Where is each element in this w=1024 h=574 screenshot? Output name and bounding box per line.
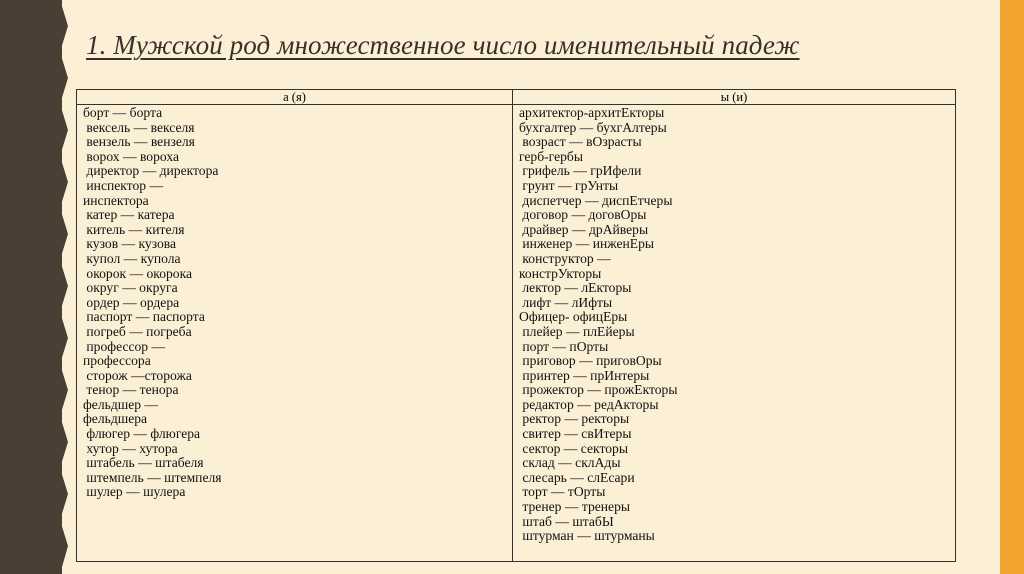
word-pair: грунт — грУнты [519, 177, 619, 193]
word-pair: шулер — шулера [83, 484, 186, 500]
word-pair: окорок — окорока [83, 265, 193, 281]
word-pair: ворох — вороха [83, 148, 179, 164]
column-a-cell [77, 105, 513, 562]
word-pair: грифель — грИфели [519, 163, 642, 179]
word-pair: инспектора [83, 192, 149, 208]
word-pair: директор — директора [83, 163, 219, 179]
word-pair: борт — борта [83, 105, 163, 120]
word-pair: погреб — погреба [83, 323, 192, 339]
word-pair: флюгер — флюгера [83, 426, 201, 442]
word-pair: драйвер — дрАйверы [519, 221, 649, 237]
word-pair: архитектор-архитЕкторы [519, 105, 665, 120]
word-pair: штурман — штурманы [519, 528, 655, 544]
word-pair: торт — тОрты [519, 484, 606, 500]
word-pair: лифт — лИфты [519, 294, 613, 310]
word-pair: профессора [83, 353, 151, 369]
word-pair: герб-гербы [519, 148, 583, 164]
word-pair: сторож —сторожа [83, 367, 192, 383]
word-pair: фельдшера [83, 411, 148, 427]
word-pair: бухгалтер — бухгАлтеры [519, 119, 667, 135]
word-pair: редактор — редАкторы [519, 396, 659, 412]
word-pair: Офицер- офицЕры [519, 309, 628, 325]
word-pair: штаб — штабЫ [519, 513, 614, 529]
word-pair: констрУкторы [519, 265, 602, 281]
word-table [76, 89, 956, 562]
word-pair: слесарь — слЕсари [519, 469, 635, 485]
word-pair: ректор — ректоры [519, 411, 630, 427]
word-pair: китель — кителя [83, 221, 185, 237]
word-pair: тенор — тенора [83, 382, 179, 398]
left-decor-bar [0, 0, 62, 574]
column-a-list [83, 106, 512, 500]
column-y-list [519, 106, 955, 544]
word-pair: катер — катера [83, 207, 175, 223]
right-decor-bar [1000, 0, 1024, 574]
word-pair: профессор — [83, 338, 166, 354]
word-pair: паспорт — паспорта [83, 309, 205, 325]
word-pair: штемпель — штемпеля [83, 469, 222, 485]
word-pair: склад — склАды [519, 455, 621, 471]
word-pair: вензель — вензеля [83, 134, 195, 150]
word-pair: плейер — плЕйеры [519, 323, 635, 339]
slide-title: 1. Мужской род множественное число именительный падеж [86, 30, 800, 60]
word-pair: диспетчер — диспЕтчеры [519, 192, 673, 208]
left-zigzag-edge [54, 0, 70, 574]
word-pair: прожектор — прожЕкторы [519, 382, 678, 398]
word-pair: фельдшер — [83, 396, 159, 412]
word-pair: лектор — лЕкторы [519, 280, 632, 296]
word-pair: договор — договОры [519, 207, 647, 223]
word-pair: порт — пОрты [519, 338, 609, 354]
word-pair: инспектор — [83, 177, 164, 193]
word-pair: тренер — тренеры [519, 499, 631, 515]
word-pair: вексель — векселя [83, 119, 195, 135]
word-pair: конструктор — [519, 250, 611, 266]
word-pair: штабель — штабеля [83, 455, 204, 471]
column-header-a: а (я) [77, 90, 513, 105]
column-header-y: ы (и) [513, 90, 956, 105]
word-pair: свитер — свИтеры [519, 426, 632, 442]
word-pair: ордер — ордера [83, 294, 180, 310]
word-pair: сектор — секторы [519, 440, 628, 456]
word-pair: хутор — хутора [83, 440, 178, 456]
word-pair: приговор — приговОры [519, 353, 662, 369]
word-pair: возраст — вОзрасты [519, 134, 642, 150]
word-pair: округ — округа [83, 280, 178, 296]
column-y-cell [513, 105, 956, 562]
word-pair: кузов — кузова [83, 236, 177, 252]
word-pair: инженер — инженЕры [519, 236, 654, 252]
word-pair: купол — купола [83, 250, 181, 266]
word-pair: принтер — прИнтеры [519, 367, 650, 383]
